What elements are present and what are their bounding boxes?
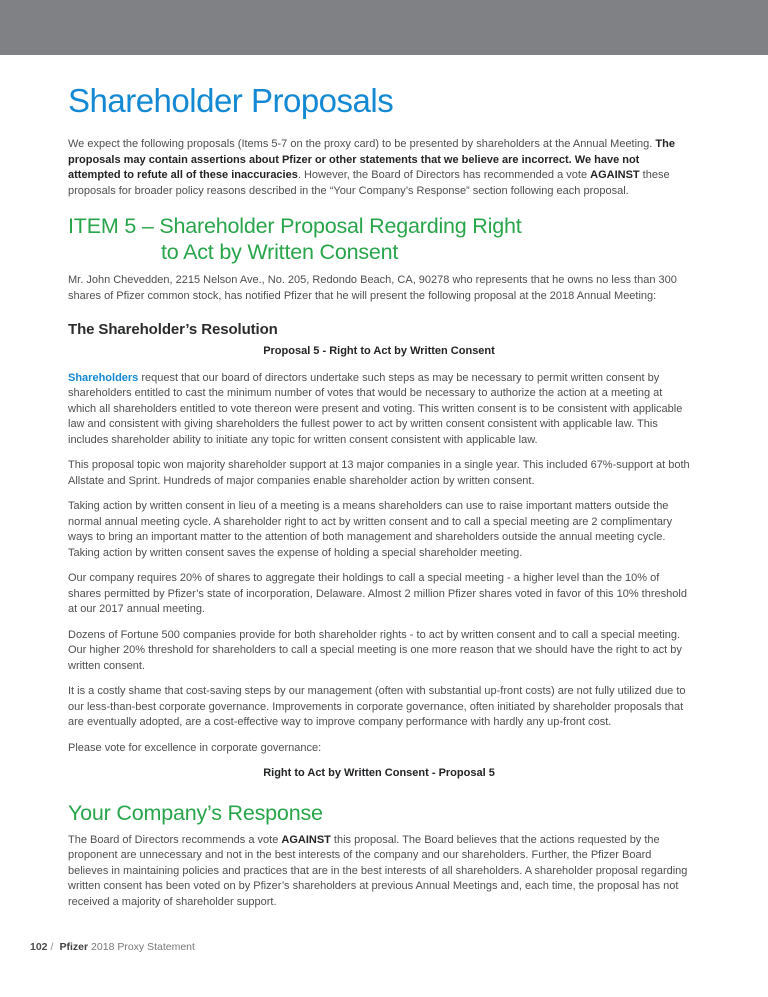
- intro-text-2: . However, the Board of Directors has recommended a vote: [297, 169, 591, 181]
- page-content: [0, 55, 768, 920]
- resolution-lead-word: Shareholders: [68, 371, 139, 384]
- intro-bold-1: The proposals may contain assertions about Pfizer or other statements that we believe are incorrect. We have not attempted to refute all of these inaccuracies: [68, 138, 675, 181]
- intro-paragraph: [68, 137, 690, 199]
- resolution-paragraph-1: [68, 371, 690, 449]
- resolution-paragraph-3: Taking action by written consent in lieu of a meeting is a means shareholders can use to raise important matters outside the normal annual meeting cycle. A shareholder right to act by written consent and to call a special meeting are 2 complimentary ways to bring an important matter to the attention of both management and shareholders outside the annual meeting cycle. Taking action by written consent saves the expense of holding a special shareholder meeting.: [68, 500, 673, 559]
- item5-heading-line1: ITEM 5 – Shareholder Proposal Regarding Right: [68, 214, 522, 238]
- intro-text-1: We expect the following proposals (Items 5-7 on the proxy card) to be presented by shareholders at the Annual Meeting.: [68, 138, 656, 150]
- response-text-1: The Board of Directors recommends a vote: [68, 833, 282, 846]
- company-response-heading: Your Company’s Response: [68, 800, 323, 825]
- footer-separator: /: [50, 941, 54, 953]
- page-header-bar: [0, 0, 768, 55]
- footer-doc-name: 2018 Proxy Statement: [91, 941, 195, 953]
- resolution-paragraph-2: This proposal topic won majority shareholder support at 13 major companies in a single year. This included 67%-support at both Allstate and Sprint. Hundreds of major companies enable shareholder action by written consent.: [68, 459, 690, 487]
- proposer-paragraph: Mr. John Chevedden, 2215 Nelson Ave., No. 205, Redondo Beach, CA, 90278 who represents that he owns no less than 300 shares of Pfizer common stock, has notified Pfizer that he will present the following proposal at the 2018 Annual Meeting:: [68, 274, 677, 302]
- resolution-paragraph-5: Dozens of Fortune 500 companies provide for both shareholder rights - to act by written consent and to call a special meeting. Our higher 20% threshold for shareholders to call a special meeting is one more reason that we should have the right to act by written consent.: [68, 628, 682, 672]
- footer-brand: Pfizer: [59, 941, 89, 953]
- resolution-paragraph-7: Please vote for excellence in corporate governance:: [68, 741, 322, 754]
- page-title: Shareholder Proposals: [68, 82, 394, 119]
- company-response-paragraph: [68, 833, 690, 911]
- resolution-paragraph-6: It is a costly shame that cost-saving steps by our management (often with substantial up-front costs) are not fully utilized due to our less-than-best corporate governance. Improvements in corporate governance, often initiated by shareholder proposals that are eventually adopted, are a cost-effective way to improve company performance with hardly any up-front cost.: [68, 685, 686, 728]
- response-bold-against: AGAINST: [281, 833, 331, 846]
- intro-text-3: these proposals for broader policy reasons described in the “Your Company’s Response” section following each proposal.: [68, 169, 670, 197]
- intro-bold-against: AGAINST: [590, 169, 640, 181]
- proposal-title: Proposal 5 - Right to Act by Written Consent: [263, 345, 495, 357]
- response-text-2: this proposal. The Board believes that the actions requested by the proponent are unnecessary and not in the best interests of the company and our shareholders. Further, the Pfizer Board believes in maintaining policies and practices that are in the best interests of all shareholders. A shareholder proposal regarding written consent has been voted on by Pfizer’s shareholders at previous Annual Meetings and, each time, the proposal has not received a majority of shareholder support.: [68, 833, 688, 908]
- item5-heading: [68, 213, 690, 265]
- resolution-paragraph-4: Our company requires 20% of shares to aggregate their holdings to call a special meeting - a higher level than the 10% of shares permitted by Pfizer’s state of incorporation, Delaware. Almost 2 million Pfizer shares voted in favor of this 10% threshold at our 2017 annual meeting.: [68, 572, 687, 615]
- resolution-paragraph-1-rest: request that our board of directors undertake such steps as may be necessary to permit written consent by shareholders entitled to cast the minimum number of votes that would be necessary to authorize the action at a meeting at which all shareholders entitled to vote thereon were present and voting. This written consent is to be consistent with applicable law and consistent with giving shareholders the fullest power to act by written consent consistent with applicable law. This includes shareholder ability to initiate any topic for written consent consistent with applicable law.: [68, 371, 683, 446]
- page-footer: [30, 941, 195, 953]
- resolution-heading: The Shareholder’s Resolution: [68, 321, 278, 338]
- proposal-footer-line: Right to Act by Written Consent - Proposal 5: [263, 767, 495, 779]
- item5-heading-line2: to Act by Written Consent: [161, 240, 399, 264]
- footer-page-number: 102: [30, 941, 48, 953]
